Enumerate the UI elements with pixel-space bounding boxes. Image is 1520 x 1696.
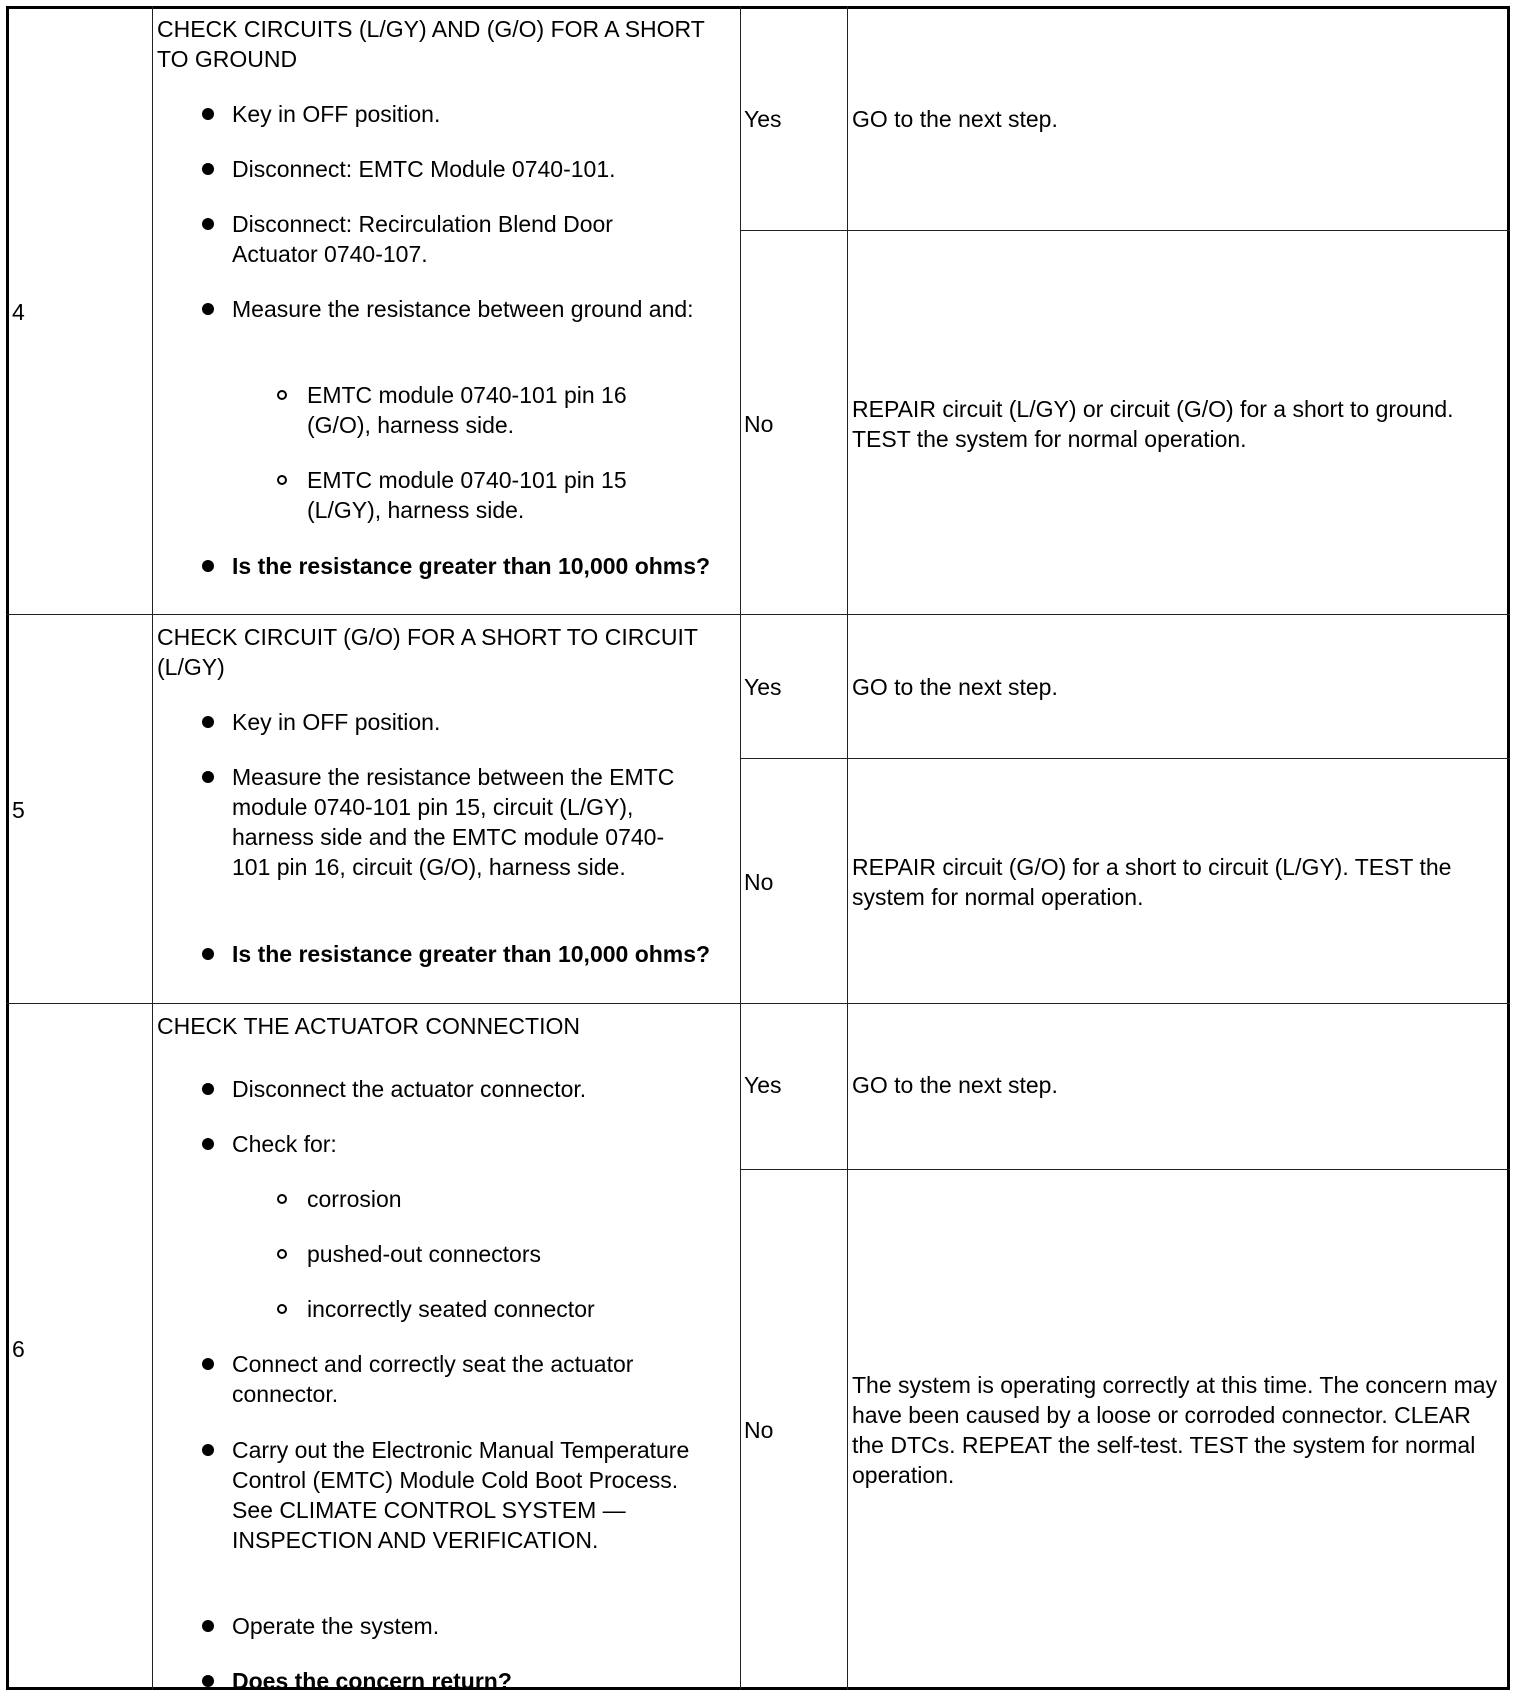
step-subitem: corrosion (307, 1186, 402, 1212)
bullet-icon (202, 163, 214, 175)
step-number: 6 (12, 1336, 25, 1362)
step-item: Key in OFF position. (232, 101, 441, 127)
step-heading: CHECK CIRCUIT (G/O) FOR A SHORT TO CIRCUIT (L/GY) (157, 624, 698, 680)
yes-label: Yes (744, 106, 782, 132)
step-subitem: pushed-out connectors (307, 1241, 541, 1267)
row-divider (6, 1003, 1510, 1004)
answer-divider (740, 1169, 1510, 1170)
answer-divider (740, 230, 1510, 231)
step-item: Measure the resistance between the EMTC module 0740-101 pin 15, circuit (L/GY), harness side and the EMTC module 0740-101 pin 16, circuit (G/O), harness side. (232, 764, 675, 880)
step-number: 5 (12, 797, 25, 823)
bullet-icon (202, 716, 214, 728)
bullet-icon (202, 1083, 214, 1095)
no-label: No (744, 411, 774, 437)
step-item: Check for: (232, 1131, 337, 1157)
bullet-icon (202, 108, 214, 120)
no-label: No (744, 869, 774, 895)
bullet-icon (202, 1675, 214, 1687)
bullet-icon (202, 218, 214, 230)
bullet-icon (202, 771, 214, 783)
sub-bullet-icon (277, 1304, 287, 1314)
step-question: Does the concern return? (232, 1668, 512, 1694)
step-subitem: EMTC module 0740-101 pin 15 (L/GY), harness side. (307, 467, 627, 523)
bullet-icon (202, 1444, 214, 1456)
no-action: The system is operating correctly at this time. The concern may have been caused by a loose or corroded connector. CLEAR the DTCs. REPEAT the self-test. TEST the system for normal operation. (852, 1372, 1498, 1488)
bullet-icon (202, 1358, 214, 1370)
no-action: REPAIR circuit (L/GY) or circuit (G/O) for a short to ground. TEST the system for normal operation. (852, 396, 1454, 452)
step-subitem: EMTC module 0740-101 pin 16 (G/O), harness side. (307, 382, 627, 438)
step-number: 4 (12, 299, 25, 325)
sub-bullet-icon (277, 1249, 287, 1259)
yes-action: GO to the next step. (852, 674, 1058, 700)
no-action: REPAIR circuit (G/O) for a short to circuit (L/GY). TEST the system for normal operation. (852, 854, 1452, 910)
column-divider (847, 6, 848, 1690)
step-subitem: incorrectly seated connector (307, 1296, 595, 1322)
step-item: Key in OFF position. (232, 709, 441, 735)
step-item: Operate the system. (232, 1613, 440, 1639)
answer-divider (740, 758, 1510, 759)
step-heading: CHECK THE ACTUATOR CONNECTION (157, 1013, 580, 1039)
yes-action: GO to the next step. (852, 106, 1058, 132)
sub-bullet-icon (277, 1194, 287, 1204)
step-item: Disconnect: EMTC Module 0740-101. (232, 156, 616, 182)
bullet-icon (202, 560, 214, 572)
column-divider (152, 6, 153, 1690)
no-label: No (744, 1417, 774, 1443)
step-question: Is the resistance greater than 10,000 ohms? (232, 941, 711, 967)
step-item: Disconnect the actuator connector. (232, 1076, 587, 1102)
step-item: Disconnect: Recirculation Blend Door Actuator 0740-107. (232, 211, 613, 267)
step-heading: CHECK CIRCUITS (L/GY) AND (G/O) FOR A SHORT TO GROUND (157, 16, 705, 72)
bullet-icon (202, 1138, 214, 1150)
bullet-icon (202, 1620, 214, 1632)
yes-action: GO to the next step. (852, 1072, 1058, 1098)
bullet-icon (202, 303, 214, 315)
yes-label: Yes (744, 674, 782, 700)
step-item: Connect and correctly seat the actuator connector. (232, 1351, 634, 1407)
sub-bullet-icon (277, 475, 287, 485)
step-question: Is the resistance greater than 10,000 ohms? (232, 553, 711, 579)
bullet-icon (202, 948, 214, 960)
step-item: Carry out the Electronic Manual Temperature Control (EMTC) Module Cold Boot Process. See CLIMATE CONTROL SYSTEM — INSPECTION AND VERIFICATION. (232, 1437, 690, 1553)
yes-label: Yes (744, 1072, 782, 1098)
step-item: Measure the resistance between ground and: (232, 296, 694, 322)
column-divider (740, 6, 741, 1690)
sub-bullet-icon (277, 390, 287, 400)
row-divider (6, 614, 1510, 615)
